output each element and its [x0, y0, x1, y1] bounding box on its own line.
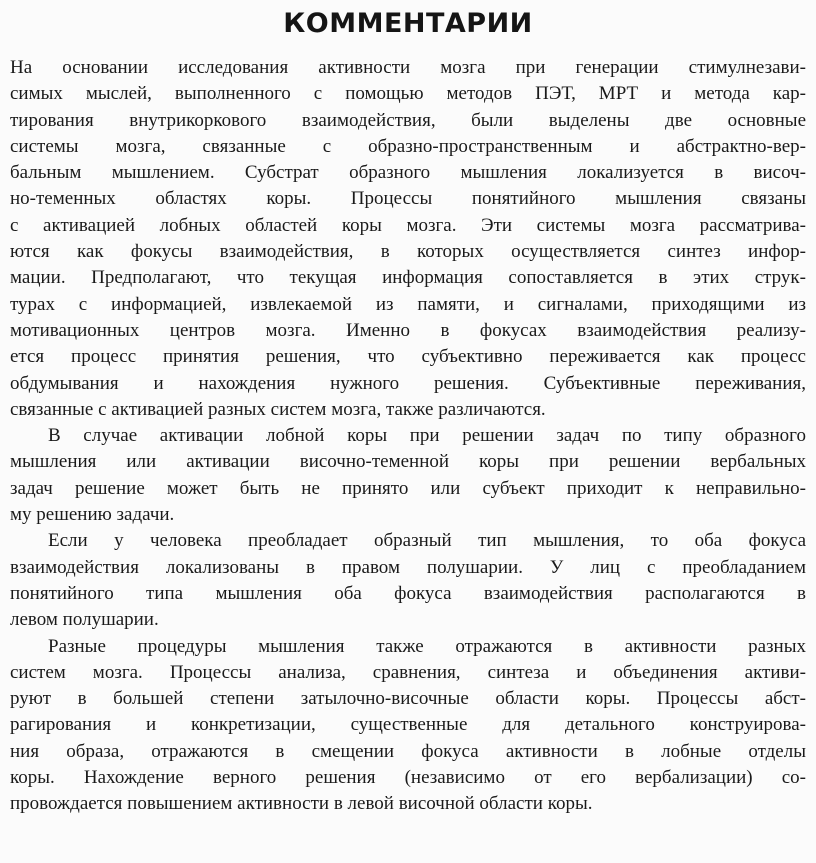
- paragraph-3: [10, 528, 806, 633]
- text-line: мотивационных центров мозга. Именно в фокусах взаимодействия реализу-: [10, 319, 806, 341]
- text-line: ния образа, отражаются в смещении фокуса активности в лобные отделы: [10, 740, 806, 762]
- text-line: Разные процедуры мышления также отражаются в активности разных: [48, 635, 806, 657]
- text-line: му решению задачи.: [10, 504, 175, 526]
- text-line: с активацией лобных областей коры мозга. Эти системы мозга рассматрива-: [10, 214, 806, 236]
- text-line: турах с информацией, извлекаемой из памяти, и сигналами, приходящими из: [10, 293, 806, 315]
- text-line: руют в большей степени затылочно-височные области коры. Процессы абст-: [10, 688, 806, 710]
- text-line: понятийного типа мышления оба фокуса взаимодействия располагаются в: [10, 582, 806, 604]
- text-line: системы мозга, связанные с образно-пространственным и абстрактно-вер-: [10, 135, 806, 157]
- text-line: систем мозга. Процессы анализа, сравнения, синтеза и объединения активи-: [10, 661, 806, 683]
- text-line: рагирования и конкретизации, существенные для детального конструирова-: [10, 714, 806, 736]
- paragraph-2: [10, 423, 806, 528]
- text-line: ются как фокусы взаимодействия, в которых осуществляется синтез инфор-: [10, 241, 806, 263]
- paragraph-4: [10, 634, 806, 818]
- text-line: задач решение может быть не принято или субъект приходит к неправильно-: [10, 477, 806, 499]
- text-line: коры. Нахождение верного решения (независимо от его вербализации) со-: [10, 767, 806, 789]
- text-line: провождается повышением активности в левой височной области коры.: [10, 793, 593, 815]
- page-title: КОММЕНТАРИИ: [283, 8, 533, 39]
- text-line: ется процесс принятия решения, что субъективно переживается как процесс: [10, 346, 806, 368]
- text-line: но-теменных областях коры. Процессы понятийного мышления связаны: [10, 188, 806, 210]
- text-line: бальным мышлением. Субстрат образного мышления локализуется в височ-: [10, 162, 806, 184]
- text-line: мышления или активации височно-теменной коры при решении вербальных: [10, 451, 806, 473]
- text-line: мации. Предполагают, что текущая информация сопоставляется в этих струк-: [10, 267, 806, 289]
- text-line: левом полушарии.: [10, 609, 159, 631]
- text-line: В случае активации лобной коры при решении задач по типу образного: [48, 425, 806, 447]
- document-body: [10, 55, 806, 818]
- paragraph-1: [10, 55, 806, 423]
- text-line: Если у человека преобладает образный тип мышления, то оба фокуса: [48, 530, 806, 552]
- text-line: На основании исследования активности мозга при генерации стимулнезави-: [10, 57, 806, 78]
- text-line: тирования внутрикоркового взаимодействия, были выделены две основные: [10, 109, 806, 131]
- text-line: обдумывания и нахождения нужного решения. Субъективные переживания,: [10, 372, 806, 394]
- text-line: связанные с активацией разных систем мозга, также различаются.: [10, 398, 546, 420]
- text-line: взаимодействия локализованы в правом полушарии. У лиц с преобладанием: [10, 556, 806, 578]
- text-line: симых мыслей, выполненного с помощью методов ПЭТ, МРТ и метода кар-: [10, 83, 806, 105]
